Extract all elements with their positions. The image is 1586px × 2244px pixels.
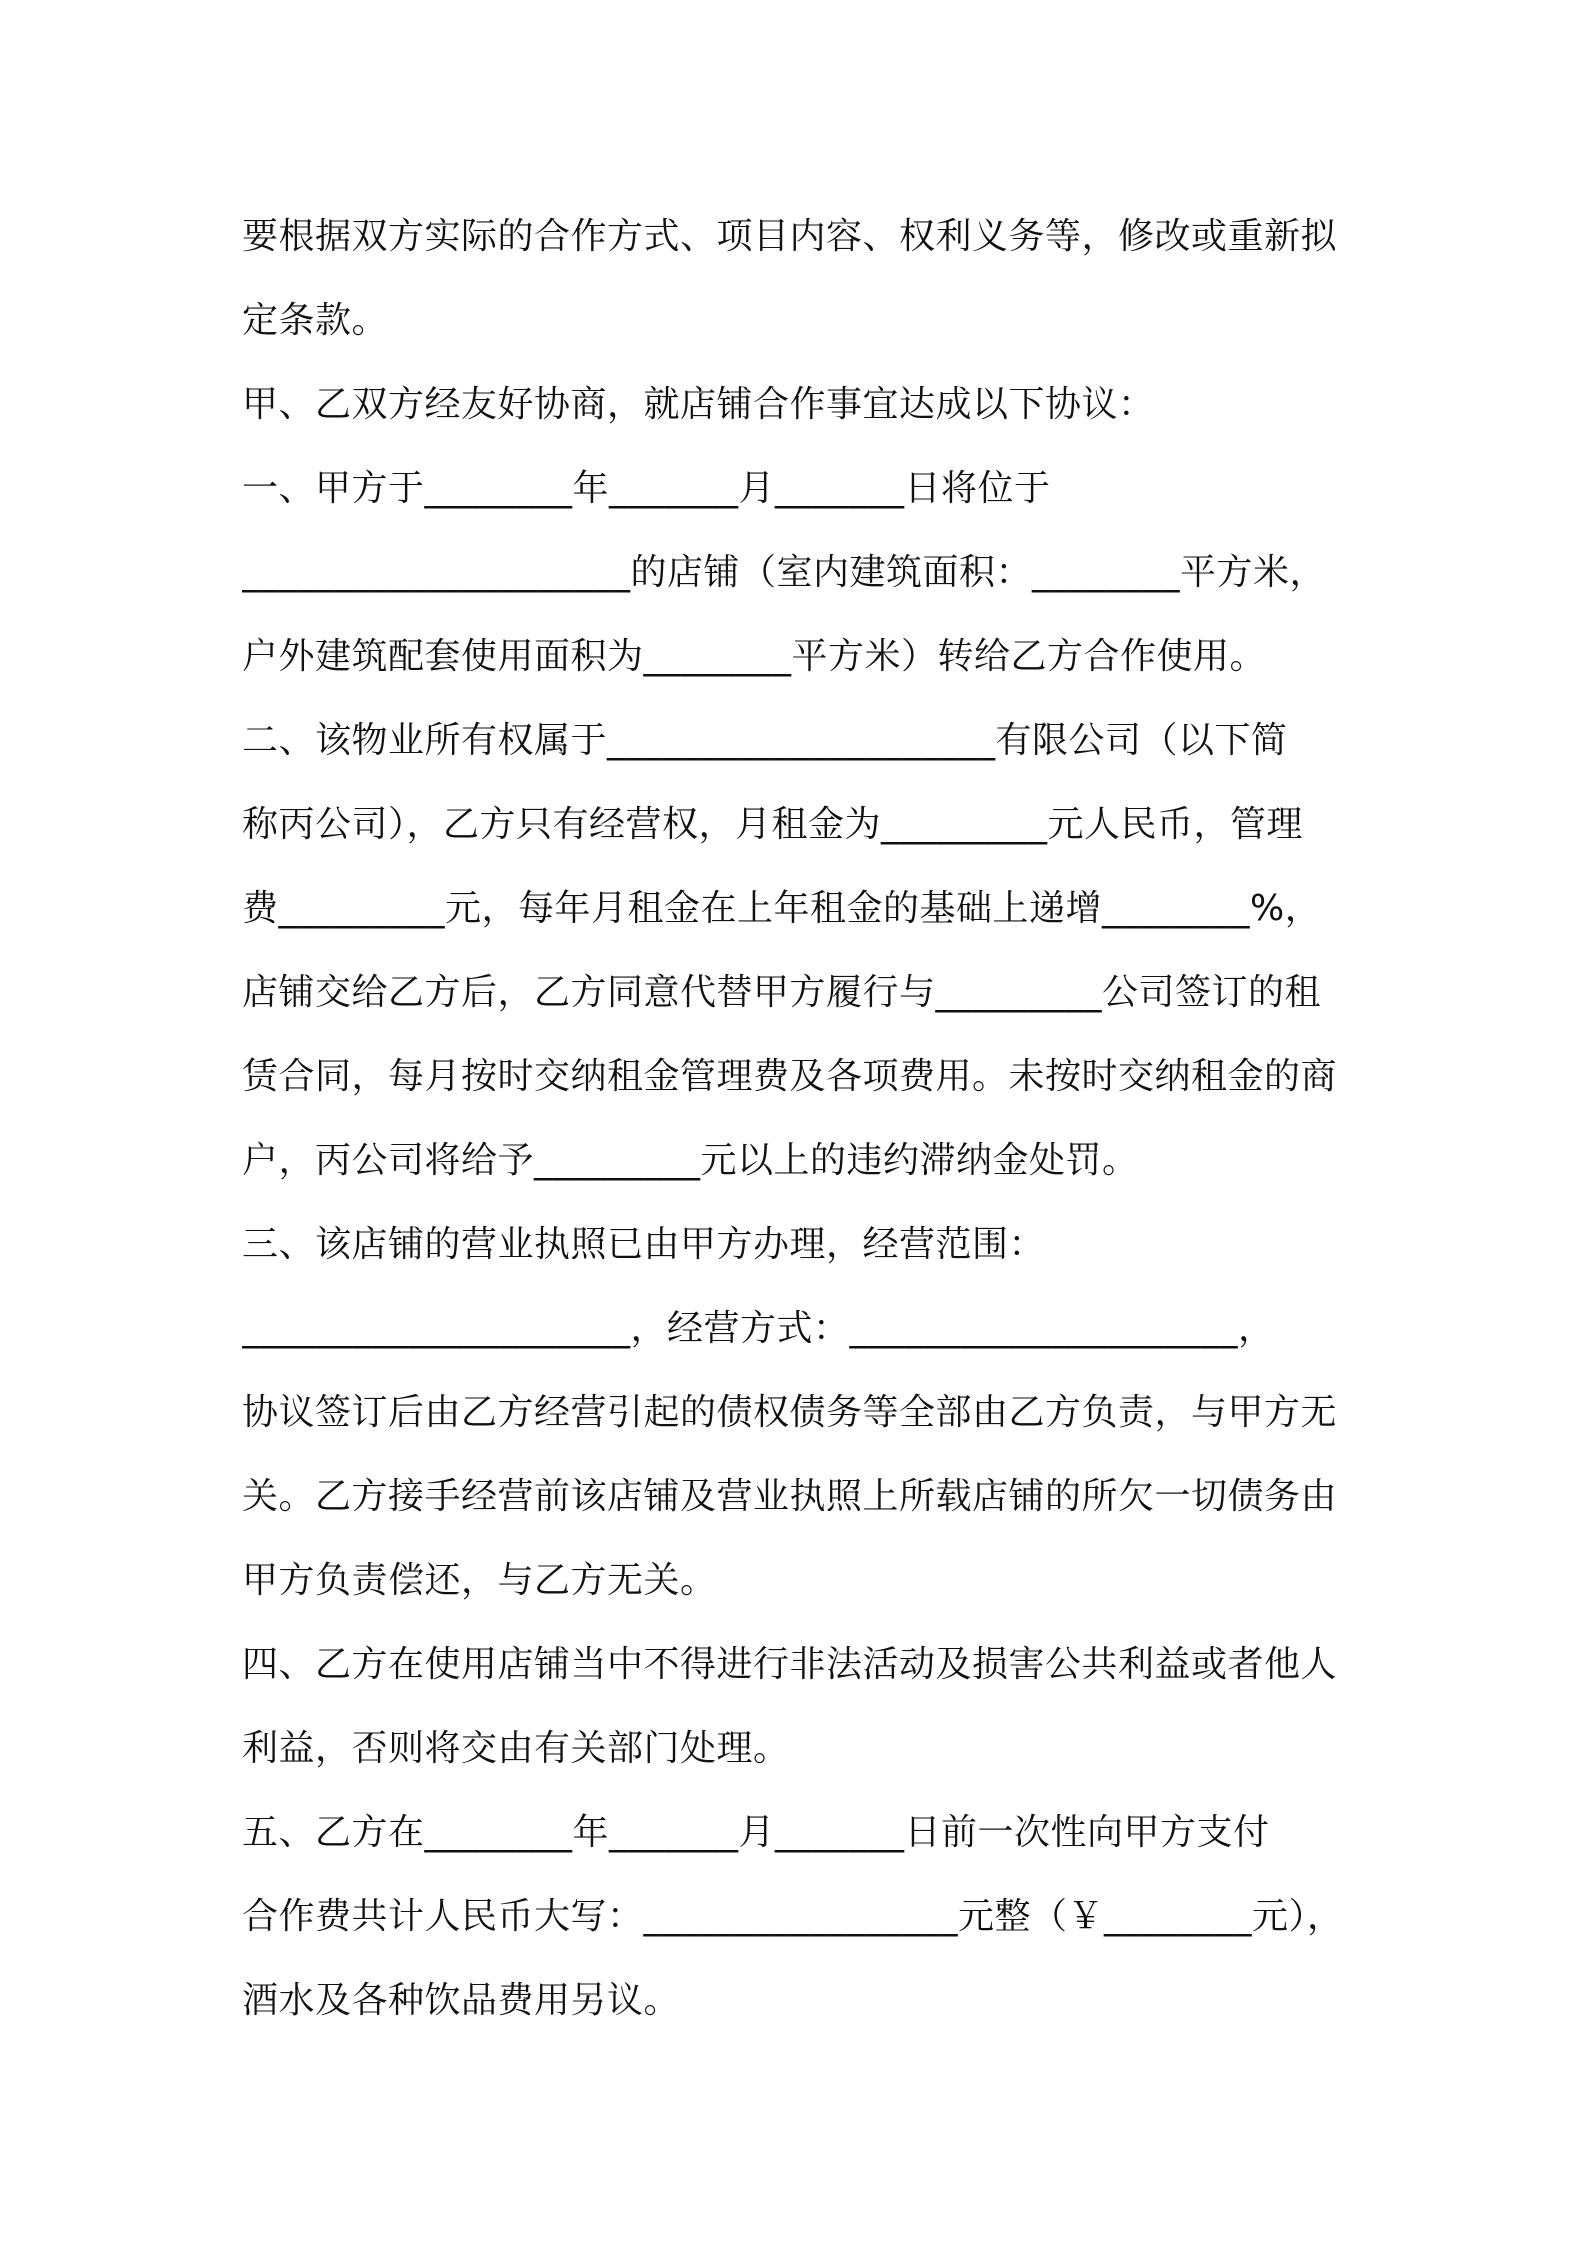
text-line: 定条款。 (242, 300, 389, 341)
text-line: 店铺交给乙方后，乙方同意代替甲方履行与_________公司签订的租 (242, 972, 1322, 1013)
text-line: 称丙公司），乙方只有经营权，月租金为_________元人民币，管理 (242, 804, 1304, 845)
text-line: _____________________，经营方式：_____________________， (242, 1308, 1275, 1349)
text-line: 要根据双方实际的合作方式、项目内容、权利义务等，修改或重新拟 (242, 216, 1338, 257)
text-line: 一、甲方于________年_______月_______日将位于 (242, 468, 1051, 509)
text-line: 二、该物业所有权属于_____________________有限公司（以下简 (242, 720, 1288, 761)
text-line: _____________________的店铺（室内建筑面积：________平方米， (242, 552, 1327, 593)
text-line: 关。乙方接手经营前该店铺及营业执照上所载店铺的所欠一切债务由 (242, 1476, 1338, 1517)
text-line: 协议签订后由乙方经营引起的债权债务等全部由乙方负责，与甲方无 (242, 1392, 1338, 1433)
text-line: 酒水及各种饮品费用另议。 (242, 1980, 681, 2021)
text-line: 四、乙方在使用店铺当中不得进行非法活动及损害公共利益或者他人 (242, 1644, 1338, 1685)
text-line: 赁合同，每月按时交纳租金管理费及各项费用。未按时交纳租金的商 (242, 1056, 1338, 1097)
text-line: 利益，否则将交由有关部门处理。 (242, 1728, 790, 1769)
text-line: 甲方负责偿还，与乙方无关。 (242, 1560, 717, 1601)
text-line: 费_________元，每年月租金在上年租金的基础上递增________%， (242, 888, 1322, 929)
text-line: 户，丙公司将给予_________元以上的违约滞纳金处罚。 (242, 1140, 1139, 1181)
text-line: 合作费共计人民币大写：_________________元整（￥________元）， (242, 1896, 1344, 1937)
text-line: 户外建筑配套使用面积为________平方米）转给乙方合作使用。 (242, 636, 1267, 677)
text-line: 甲、乙双方经友好协商，就店铺合作事宜达成以下协议： (242, 384, 1155, 425)
document-body (242, 195, 1372, 2043)
text-line: 五、乙方在________年_______月_______日前一次性向甲方支付 (242, 1812, 1270, 1853)
text-line: 三、该店铺的营业执照已由甲方办理，经营范围： (242, 1224, 1046, 1265)
